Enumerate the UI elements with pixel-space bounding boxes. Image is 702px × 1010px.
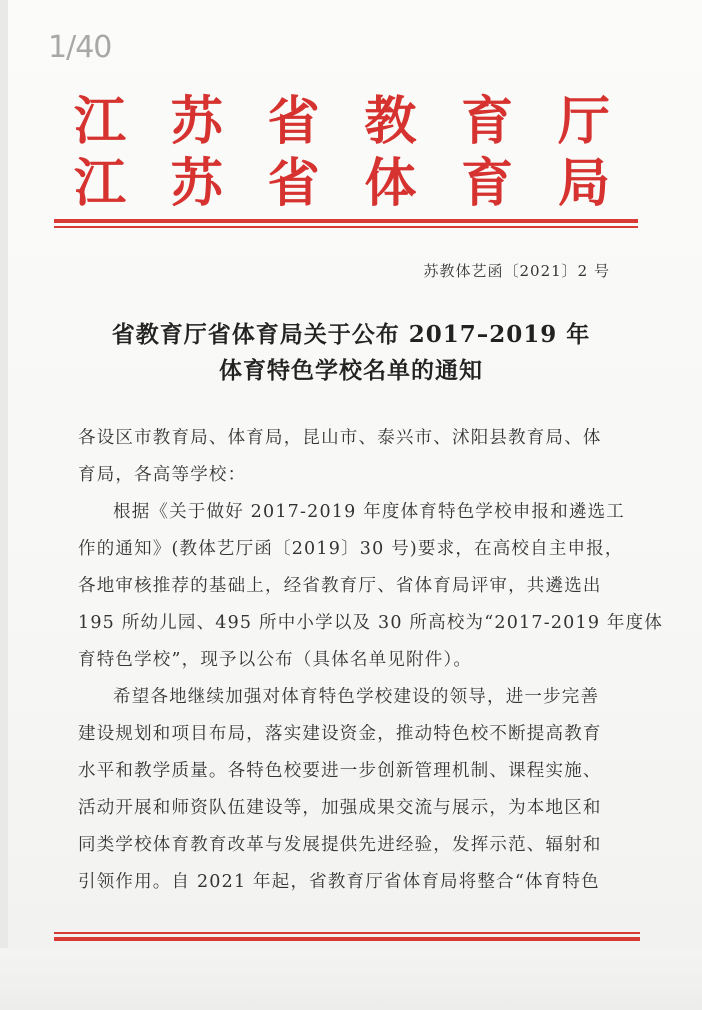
body-line: 各设区市教育局、体育局，昆山市、泰兴市、沭阳县教育局、体 — [78, 428, 602, 448]
footer-rule-thin — [54, 932, 640, 934]
body-line: 育局，各高等学校： — [78, 465, 247, 485]
body-line: 195 所幼儿园、495 所中小学以及 30 所高校为“2017-2019 年度体 — [78, 613, 664, 633]
header-char: 局 — [557, 154, 610, 214]
body-line: 根据《关于做好 2017-2019 年度体育特色学校申报和遴选工 — [113, 502, 626, 522]
footer-rule-thick — [54, 937, 640, 941]
header-char: 育 — [461, 154, 514, 214]
document-title-line-1: 省教育厅省体育局关于公布 2017–2019 年 — [111, 321, 591, 348]
header-char: 省 — [267, 154, 320, 214]
body-line: 活动开展和师资队伍建设等，加强成果交流与展示，为本地区和 — [78, 798, 602, 818]
header-char: 体 — [364, 154, 417, 214]
issuer-header-sports — [72, 156, 612, 212]
header-char: 教 — [364, 92, 417, 152]
body-line: 同类学校体育教育改革与发展提供先进经验，发挥示范、辐射和 — [78, 835, 602, 855]
document-number: 苏教体艺函〔2021〕2 号 — [423, 262, 610, 280]
document-title-line-2: 体育特色学校名单的通知 — [219, 357, 483, 384]
header-char: 苏 — [170, 154, 223, 214]
page-counter: 1/40 — [48, 30, 112, 65]
body-line: 建设规划和项目布局，落实建设资金，推动特色校不断提高教育 — [78, 724, 602, 744]
body-line: 引领作用。自 2021 年起，省教育厅省体育局将整合“体育特色 — [78, 872, 600, 892]
header-char: 育 — [461, 92, 514, 152]
body-line: 各地审核推荐的基础上，经省教育厅、省体育局评审，共遴选出 — [78, 576, 602, 596]
header-rule-thin — [54, 226, 638, 228]
body-line: 作的通知》(教体艺厅函〔2019〕30 号)要求，在高校自主申报， — [78, 539, 624, 559]
header-char: 苏 — [170, 92, 223, 152]
header-char: 江 — [73, 92, 126, 152]
header-rule-thick — [54, 219, 638, 223]
header-char: 厅 — [557, 92, 610, 152]
body-line: 水平和教学质量。各特色校要进一步创新管理机制、课程实施、 — [78, 761, 602, 781]
page-bottom-margin — [0, 948, 702, 1010]
body-line: 希望各地继续加强对体育特色学校建设的领导，进一步完善 — [113, 687, 600, 707]
body-line: 育特色学校”，现予以公布（具体名单见附件）。 — [78, 650, 473, 670]
issuer-header-education — [72, 94, 612, 150]
header-char: 省 — [267, 92, 320, 152]
header-char: 江 — [73, 154, 126, 214]
